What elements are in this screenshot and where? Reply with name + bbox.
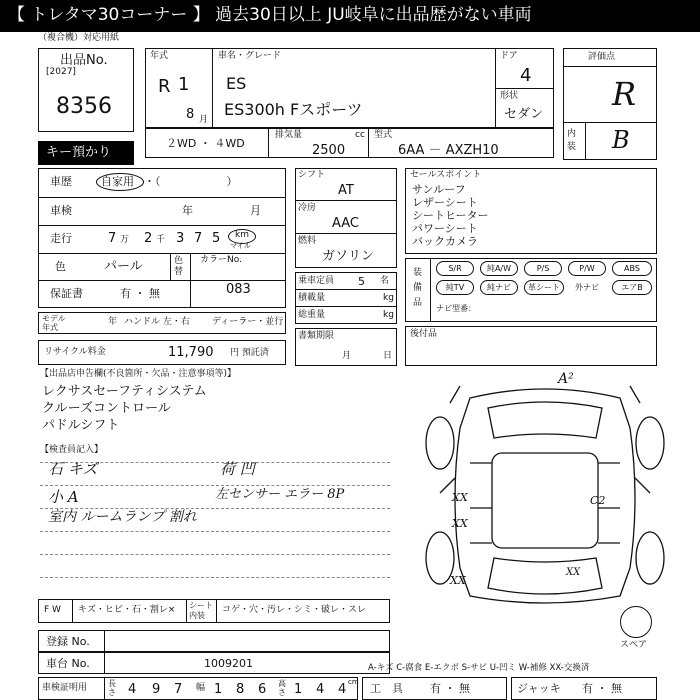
chassis-value: 1009201 (204, 657, 253, 670)
inspector-line-1: 石 キズ (48, 460, 98, 478)
drive: ２WD ・ ４WD (166, 137, 245, 150)
recycle-value: 11,790 (168, 345, 214, 360)
equipment-label: 装備品 (413, 268, 423, 308)
ac-label: 冷房 (298, 203, 317, 213)
cert-h-label: 高さ (278, 679, 286, 697)
cert-h-2: 4 (316, 682, 325, 697)
banner-text: 【 トレタマ30コーナー 】 過去30日以上 JU岐阜に出品歴がない車両 (8, 5, 532, 25)
model-code-value: 6AA － AXZH10 (398, 143, 499, 158)
equip-navi: 純ナビ (480, 280, 518, 295)
color-change-label: 色替 (174, 256, 184, 277)
mileage-unit-km: km (235, 230, 249, 240)
model-year-label: モデル年式 (42, 314, 66, 332)
mileage-d2: 2 (144, 231, 153, 246)
sales-point-2: レザーシート (412, 196, 478, 209)
sales-point-5: バックカメラ (412, 235, 478, 248)
registration-row (38, 630, 390, 652)
color-label: 色 (55, 260, 66, 273)
model-year-handle: ハンドル 左・右 (124, 317, 190, 327)
notes-label: 【出品店申告欄(不良箇所・欠品・注意事項等)】 (40, 369, 237, 379)
spare-circle (620, 606, 652, 638)
history-value: 自家用 (101, 175, 134, 188)
fuel-label: 燃料 (298, 236, 317, 246)
diagram-mark-4: C2 (590, 494, 606, 507)
color-code-label: カラーNo. (200, 255, 242, 265)
score-value: R (612, 75, 637, 113)
inspector-line-5: 左センサー エラー 8P (215, 487, 345, 502)
cert-h-1: 1 (294, 682, 303, 697)
model-code-label: 型式 (374, 130, 393, 140)
shift-value: AT (338, 183, 354, 198)
equip-abs: ABS (612, 261, 652, 276)
displacement-label: 排気量 (275, 130, 303, 140)
shift-label: シフト (298, 170, 326, 180)
mileage-u2: 千 (156, 235, 166, 245)
cert-unit: cm (348, 678, 359, 686)
inspection-term-end: 日 (383, 351, 393, 361)
equip-ext-navi: 外ナビ (575, 283, 599, 292)
fw-seat-value: コゲ・穴・汚レ・シミ・破レ・スレ (222, 605, 367, 615)
fw-value: キズ・ヒビ・石・割レ× (78, 605, 176, 615)
gross-label: 総重量 (298, 310, 326, 320)
mileage-d5: 5 (212, 231, 221, 246)
model-label: 車名・グレード (218, 51, 282, 61)
fw-seat-label: シート内装 (189, 601, 213, 620)
navi-model: ナビ型番： (436, 304, 476, 313)
lot-number: 8356 (56, 94, 112, 119)
year-month-unit: 月 (199, 115, 209, 125)
load-label: 積載量 (298, 293, 326, 303)
warranty-label: 保証書 (50, 287, 83, 300)
spare-label: スペア (620, 640, 648, 650)
sales-point-3: シートヒーター (412, 209, 489, 222)
chassis-label: 車台 No. (46, 657, 90, 670)
capacity-value: 5 (358, 275, 365, 288)
jack-label: ジャッキ (517, 682, 561, 695)
score-label: 評価点 (588, 52, 616, 62)
cert-l-label: 長さ (108, 679, 116, 697)
inspector-line-2: 小 A (48, 488, 79, 506)
mileage-unit-mile: マイル (230, 242, 251, 250)
capacity-unit: 名 (380, 276, 390, 286)
year-label: 年式 (150, 51, 169, 61)
interior-label: 内装 (567, 129, 577, 152)
body-type-value: セダン (504, 107, 544, 122)
inspector-line-4: 荷 凹 (220, 460, 255, 478)
jack-value: 有 ・ 無 (582, 682, 622, 695)
fw-label: F W (44, 605, 61, 615)
fuel-value: ガソリン (322, 249, 375, 264)
gross-unit: kg (383, 310, 394, 320)
legend: A-キズ C-腐食 E-エクボ S-サビ U-凹ミ W-補修 XX-交換済 (368, 663, 590, 673)
history-rest: ・（ ） (144, 175, 238, 188)
color-value: パール (104, 259, 143, 274)
model-grade: ES300h Fスポーツ (224, 100, 363, 119)
lot-code: [2027] (46, 67, 76, 77)
inspection-label: 車検 (50, 204, 72, 217)
tools-value: 有 ・ 無 (430, 682, 470, 695)
sales-point-4: パワーシート (412, 222, 478, 235)
mileage-d3: 3 (176, 231, 185, 246)
inspection-month: 月 (250, 204, 261, 217)
inspection-year: 年 (182, 204, 193, 217)
inspector-line-3: 室内 ルームランプ 割れ (48, 509, 197, 525)
cert-w-label: 幅 (196, 683, 206, 693)
cert-label: 車検証明用 (42, 683, 88, 693)
body-type-label: 形状 (500, 91, 519, 101)
sales-points-label: セールスポイント (410, 170, 482, 180)
diagram-mark-5: XX (566, 567, 581, 578)
tools-label: 工 具 (370, 682, 403, 695)
cert-l-1: 4 (128, 682, 137, 697)
year-era: R (158, 76, 171, 97)
notes-line-3: パドルシフト (42, 418, 120, 433)
top-note: （複合機）対応用紙 (38, 33, 120, 43)
history-label: 車歴 (50, 175, 72, 188)
inspection-term-label: 書類期限 (298, 331, 335, 341)
model-year-dealer: ディーラー・並行 (212, 317, 284, 327)
inspector-label: 【検査員記入】 (40, 445, 104, 455)
equip-sr: S/R (436, 261, 474, 276)
cert-w-2: 8 (236, 682, 245, 697)
after-parts-label: 後付品 (410, 329, 438, 339)
mileage-d1: 7 (108, 231, 117, 246)
displacement-value: 2500 (312, 143, 346, 158)
interior-value: B (612, 126, 630, 154)
diagram-mark-3: XX (450, 574, 466, 587)
notes-line-1: レクサスセーフティシステム (42, 384, 207, 399)
color-code: 083 (226, 282, 251, 297)
ac-value: AAC (332, 216, 359, 231)
equip-airbag: エアB (612, 280, 652, 295)
equip-aw: 純A/W (480, 261, 518, 276)
load-unit: kg (383, 293, 394, 303)
cert-w-1: 1 (214, 682, 223, 697)
car-diagram (400, 368, 690, 618)
equip-tv: 純TV (436, 280, 474, 295)
capacity-label: 乗車定員 (298, 276, 335, 286)
model-name: ES (226, 74, 247, 93)
cert-l-2: 9 (152, 682, 161, 697)
diagram-mark-top: A² (558, 371, 574, 387)
key-deposit-label: キー預かり (46, 145, 112, 160)
cert-h-3: 4 (338, 682, 347, 697)
equip-leather: 革シート (524, 280, 564, 295)
registration-label: 登録 No. (46, 635, 90, 648)
mileage-label: 走行 (50, 232, 72, 245)
recycle-unit: 円 預託済 (230, 348, 269, 358)
diagram-mark-1: XX (452, 491, 468, 504)
doors-label: ドア (500, 51, 518, 61)
equip-ps: P/S (524, 261, 562, 276)
cert-w-3: 6 (258, 682, 267, 697)
year-value: 1 (178, 74, 190, 95)
diagram-mark-2: XX (452, 517, 468, 530)
equip-pw: P/W (568, 261, 606, 276)
notes-line-2: クルーズコントロール (42, 401, 171, 416)
mileage-u1: 万 (120, 235, 130, 245)
after-parts-box (405, 326, 657, 366)
cert-l-3: 7 (174, 682, 183, 697)
sales-point-1: サンルーフ (412, 183, 466, 196)
lot-label: 出品No. (60, 53, 108, 68)
recycle-label: リサイクル料金 (44, 347, 106, 357)
doors-value: 4 (520, 65, 532, 86)
mileage-d4: 7 (194, 231, 203, 246)
warranty-value: 有 ・ 無 (120, 287, 160, 300)
year-month: 8 (186, 107, 195, 122)
displacement-unit: cc (355, 130, 365, 140)
inspection-term-unit: 月 (342, 351, 352, 361)
model-year-year: 年 (108, 317, 118, 327)
